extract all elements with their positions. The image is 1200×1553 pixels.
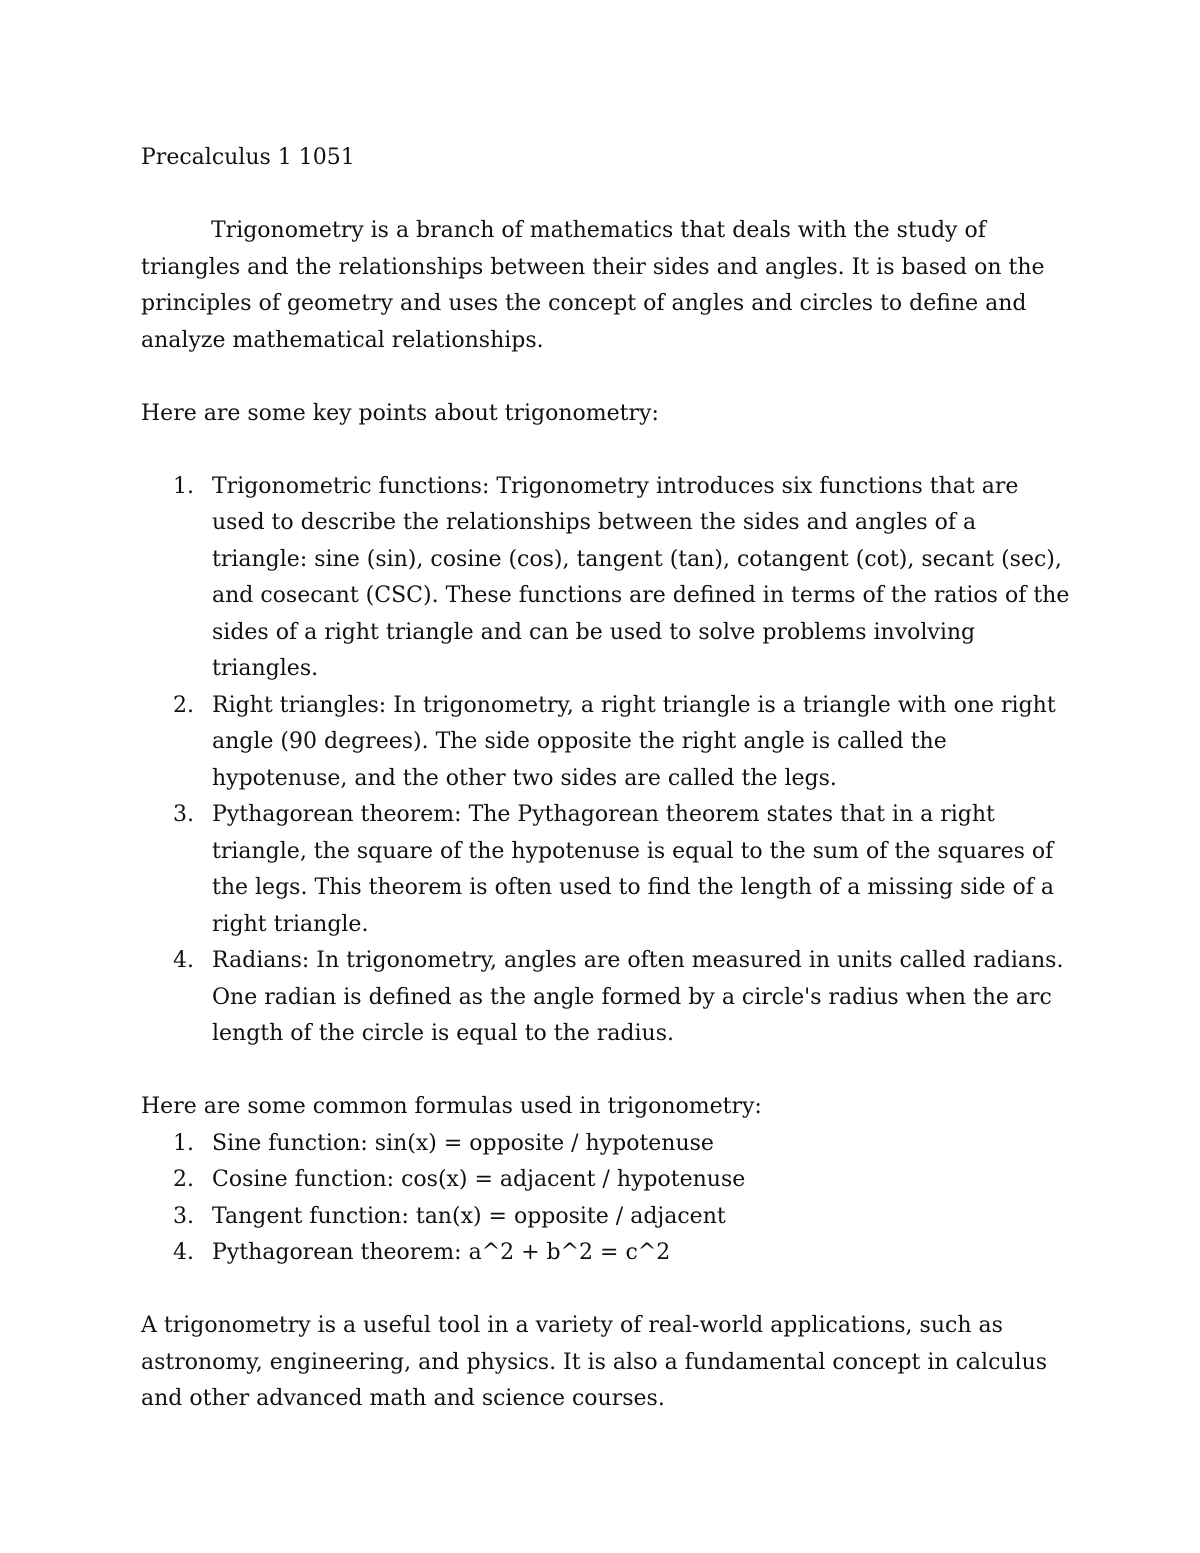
list-item-text: Pythagorean theorem: a^2 + b^2 = c^2 bbox=[212, 1240, 671, 1265]
intro-paragraph: Trigonometry is a branch of mathematics that deals with the study of triangles and the relationships between their sides and angles. It is based on the principles of geometry and uses the concept of angles and circles to define and analyze mathematical relationships. bbox=[141, 218, 1045, 353]
list-item-text: Cosine function: cos(x) = adjacent / hypotenuse bbox=[212, 1167, 746, 1192]
list-item bbox=[141, 1162, 1071, 1199]
document-body bbox=[141, 140, 1071, 1418]
list-item-number: 3. bbox=[173, 1203, 194, 1229]
list-item bbox=[141, 1199, 1071, 1236]
list-item bbox=[141, 1235, 1071, 1272]
list-item-number: 4. bbox=[173, 948, 194, 973]
list-item-number: 1. bbox=[173, 473, 194, 499]
key-points-lead: Here are some key points about trigonometry: bbox=[141, 400, 659, 426]
formulas-list bbox=[141, 1126, 1071, 1272]
list-item-text: Pythagorean theorem: The Pythagorean theorem states that in a right triangle, the square of the hypotenuse is equal to the sum of the squares of the legs. This theorem is often used to find the length of a missing side of a right triangle. bbox=[212, 802, 1055, 937]
list-item-number: 2. bbox=[173, 1167, 194, 1192]
list-item-number: 1. bbox=[173, 1130, 194, 1156]
list-item-number: 3. bbox=[173, 802, 194, 827]
list-item bbox=[141, 797, 1071, 943]
list-item-text: Sine function: sin(x) = opposite / hypotenuse bbox=[212, 1130, 714, 1156]
list-item bbox=[141, 943, 1071, 1053]
list-item-text: Trigonometric functions: Trigonometry introduces six functions that are used to describe the relationships between the sides and angles of a triangle: sine (sin), cosine (cos), tangent (tan), cotangent (cot), secant (sec), and cosecant (CSC). These functions are defined in terms of the ratios of the sides of a right triangle and can be used to solve problems involving triangles. bbox=[212, 473, 1070, 681]
list-item bbox=[141, 1126, 1071, 1163]
list-item-number: 4. bbox=[173, 1240, 194, 1265]
list-item-text: Tangent function: tan(x) = opposite / adjacent bbox=[212, 1203, 726, 1229]
conclusion-paragraph: A trigonometry is a useful tool in a variety of real-world applications, such as astronomy, engineering, and physics. It is also a fundamental concept in calculus and other advanced math and science courses. bbox=[141, 1313, 1048, 1411]
key-points-list bbox=[141, 469, 1071, 1053]
course-title: Precalculus 1 1051 bbox=[141, 145, 355, 170]
formulas-lead: Here are some common formulas used in trigonometry: bbox=[141, 1094, 762, 1119]
list-item-text: Right triangles: In trigonometry, a right triangle is a triangle with one right angle (90 degrees). The side opposite the right angle is called the hypotenuse, and the other two sides are called the legs. bbox=[212, 692, 1056, 791]
list-item-number: 2. bbox=[173, 692, 194, 718]
list-item bbox=[141, 469, 1071, 688]
list-item-text: Radians: In trigonometry, angles are often measured in units called radians. One radian is defined as the angle formed by a circle's radius when the arc length of the circle is equal to the radius. bbox=[212, 948, 1064, 1046]
list-item bbox=[141, 688, 1071, 798]
